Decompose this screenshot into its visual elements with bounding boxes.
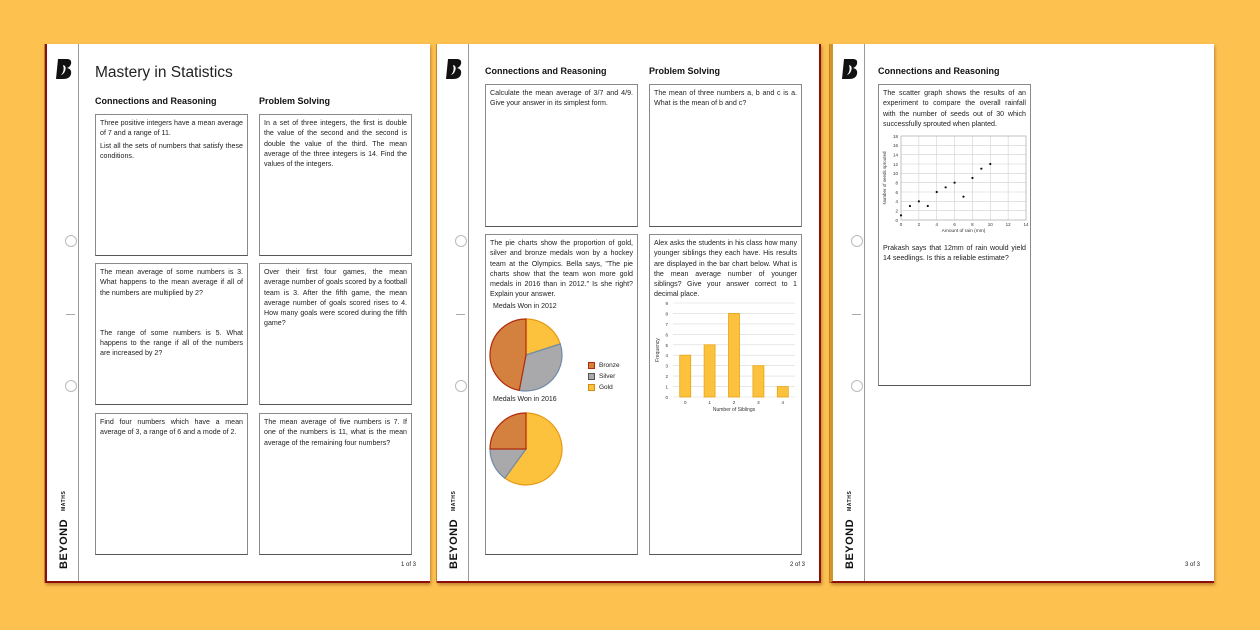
svg-text:2: 2 (917, 222, 921, 227)
svg-text:18: 18 (892, 133, 898, 139)
question-box: The mean average of five numbers is 7. If one of the numbers is 11, what is the mean average of the remaining four numbers? (259, 413, 412, 555)
question-box: Calculate the mean average of 3/7 and 4/9. Give your answer in its simplest form. (485, 84, 638, 227)
svg-text:14: 14 (892, 152, 898, 158)
svg-text:3: 3 (665, 363, 668, 369)
svg-text:4: 4 (895, 199, 898, 205)
question-box: The mean of three numbers a, b and c is a. What is the mean of b and c? (649, 84, 802, 227)
svg-text:4: 4 (781, 400, 785, 405)
svg-text:3: 3 (757, 400, 760, 405)
binder-hole (65, 380, 77, 392)
bar-2 (729, 313, 740, 397)
beyond-b-logo-icon (445, 58, 463, 80)
question-box: Find four numbers which have a mean average of 3, a range of 6 and a mode of 2. (95, 413, 248, 555)
column-heading: Connections and Reasoning (878, 66, 1000, 76)
scatter-graph-rainfall (878, 132, 1031, 244)
scatter-point (989, 163, 991, 165)
question-box: Over their first four games, the mean average number of goals scored by a football team is 3. After the fifth game, the mean average number of goals scored rises to 4. How many goals were scored during the fifth game? (259, 263, 412, 405)
bronze-swatch (588, 362, 595, 369)
scatter-point (980, 168, 982, 170)
column-heading: Connections and Reasoning (485, 66, 607, 76)
binder-hole (455, 235, 467, 247)
bar-0 (680, 355, 691, 397)
svg-text:6: 6 (953, 222, 956, 227)
brand-wordmark: BEYOND MATHS (844, 490, 856, 569)
column-heading: Problem Solving (649, 66, 721, 76)
svg-text:16: 16 (892, 143, 898, 149)
brand-wordmark: BEYOND MATHS (58, 490, 70, 569)
gold-swatch (588, 384, 595, 391)
page-title: Mastery in Statistics (95, 64, 233, 81)
svg-text:10: 10 (892, 171, 898, 177)
svg-text:8: 8 (971, 222, 974, 227)
bar-4 (777, 387, 788, 397)
svg-text:9: 9 (665, 301, 668, 306)
pie-title-2016: Medals Won in 2016 (493, 396, 557, 403)
svg-text:6: 6 (665, 332, 668, 338)
svg-text:Number of Siblings: Number of Siblings (712, 407, 756, 413)
svg-text:2: 2 (665, 374, 668, 380)
scatter-point (900, 214, 902, 216)
brand-wordmark: BEYOND MATHS (448, 490, 460, 569)
question-box-scatter: The scatter graph shows the results of an experiment to compare the overall rainfall with the number of seeds out of 30 which successfully sprouted when planted. Prakash says that 12mm of rain would yield 14 seedlings. Is this a reliable estimate? (878, 84, 1031, 386)
svg-text:1: 1 (708, 400, 711, 405)
svg-text:0: 0 (665, 395, 668, 400)
svg-text:Frequency: Frequency (655, 338, 661, 362)
page-sidebar (47, 44, 79, 581)
page-sidebar (437, 44, 469, 581)
svg-text:14: 14 (1023, 222, 1029, 227)
fold-mark (852, 314, 861, 315)
svg-text:8: 8 (895, 180, 898, 186)
svg-text:8: 8 (665, 311, 668, 317)
scatter-point (945, 186, 947, 188)
svg-text:0: 0 (683, 400, 687, 405)
svg-text:4: 4 (935, 222, 938, 227)
binder-hole (851, 235, 863, 247)
legend-item-gold: Gold (588, 382, 620, 393)
scatter-point (936, 191, 938, 193)
scatter-point (909, 205, 911, 207)
question-box: In a set of three integers, the first is double the value of the second and the second is double the value of the third. The mean average of the three integers is 14. Find the values of the integers. (259, 114, 412, 256)
scatter-point (918, 200, 920, 202)
binder-hole (65, 235, 77, 247)
question-box: The mean average of some numbers is 3. What happens to the mean average if all of the numbers are multiplied by 2? The range of some numbers is 5. What happens to the range if all of the numbers are increased by 2? (95, 263, 248, 405)
svg-text:4: 4 (665, 353, 668, 359)
worksheet-page-3 (830, 44, 1214, 583)
binder-hole (455, 380, 467, 392)
pie-slice-bronze (490, 319, 526, 390)
scatter-point (927, 205, 929, 207)
bar-3 (753, 366, 764, 397)
legend-item-silver: Silver (588, 371, 620, 382)
question-box-bar-chart: Alex asks the students in his class how many younger siblings they each have. His results are displayed in the bar chart below. What is the mean average number of younger siblings? Give your answer correct to 1 decimal place. (649, 234, 802, 555)
pie-chart-2012 (487, 316, 565, 394)
pie-slice-bronze (490, 413, 526, 449)
worksheet-page-1 (45, 44, 430, 583)
pie-legend (588, 360, 620, 393)
question-box: Three positive integers have a mean average of 7 and a range of 11. List all the sets of numbers that satisfy these conditions. (95, 114, 248, 256)
scatter-point (953, 182, 955, 184)
pie-title-2012: Medals Won in 2012 (493, 303, 557, 310)
svg-text:12: 12 (1005, 222, 1011, 227)
svg-text:1: 1 (665, 384, 668, 390)
binder-hole (851, 380, 863, 392)
scatter-point (971, 177, 973, 179)
scatter-point (962, 196, 964, 198)
pie-chart-2016 (487, 410, 565, 488)
svg-text:Amount of rain (mm): Amount of rain (mm) (941, 229, 986, 234)
bar-1 (704, 345, 715, 397)
beyond-b-logo-icon (55, 58, 73, 80)
page-number: 2 of 3 (789, 562, 805, 568)
svg-text:6: 6 (895, 189, 898, 195)
svg-text:Number of seeds sprouted: Number of seeds sprouted (882, 151, 887, 205)
worksheet-page-2 (437, 44, 821, 583)
svg-text:0: 0 (899, 222, 903, 227)
fold-mark (66, 314, 75, 315)
svg-text:2: 2 (732, 400, 736, 405)
page-sidebar (833, 44, 865, 581)
svg-text:7: 7 (665, 321, 668, 327)
svg-text:12: 12 (892, 161, 898, 167)
page-number: 3 of 3 (1184, 562, 1200, 568)
question-box-pie-charts: The pie charts show the proportion of gold, silver and bronze medals won by a hockey team at the Olympics. Bella says, "The pie charts show that the team won more gold medals in 2016 than in 2012." Is she right? Explain your answer. (485, 234, 638, 555)
fold-mark (456, 314, 465, 315)
svg-text:10: 10 (987, 222, 993, 227)
page-number: 1 of 3 (400, 562, 416, 568)
svg-text:0: 0 (895, 217, 898, 223)
silver-swatch (588, 373, 595, 380)
beyond-b-logo-icon (841, 58, 859, 80)
column-heading: Problem Solving (259, 96, 331, 106)
svg-text:5: 5 (665, 342, 668, 348)
bar-chart-siblings (649, 298, 802, 418)
svg-text:2: 2 (895, 208, 898, 214)
column-heading: Connections and Reasoning (95, 96, 217, 106)
legend-item-bronze: Bronze (588, 360, 620, 371)
